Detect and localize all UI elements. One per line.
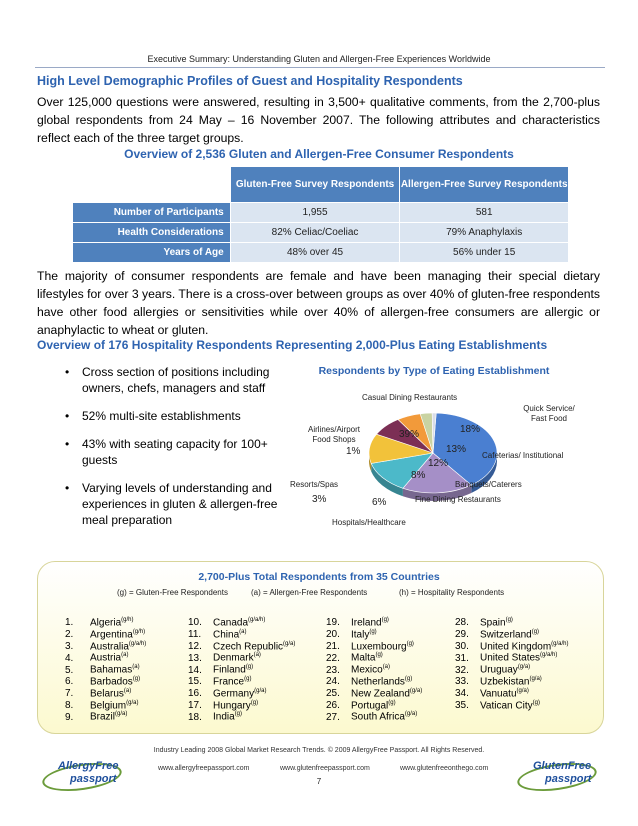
- country-name: Vanuatu: [480, 688, 517, 700]
- hospitality-bullet-list: [65, 364, 295, 540]
- header-divider: [35, 67, 605, 68]
- countries-title: 2,700-Plus Total Respondents from 35 Countries: [198, 571, 440, 583]
- list-item: [65, 436, 295, 468]
- country-respondent-tag: (g): [369, 628, 377, 635]
- country-number: 6.: [65, 676, 74, 688]
- country-item: [65, 650, 146, 662]
- country-name: United Kingdom: [480, 640, 552, 652]
- country-number: 3.: [65, 640, 74, 652]
- country-item: [326, 709, 422, 721]
- country-column-3: [326, 615, 422, 721]
- country-name: Mexico: [351, 664, 383, 676]
- country-respondent-tag: (g/a): [409, 687, 423, 694]
- country-respondent-tag: (g): [244, 675, 252, 682]
- country-respondent-tag: (g/a/h): [551, 640, 569, 647]
- country-number: 13.: [188, 652, 202, 664]
- country-number: 19.: [326, 617, 340, 629]
- col-header-allergen-free: Allergen-Free Survey Respondents: [400, 167, 569, 203]
- intro-paragraph: Over 125,000 questions were answered, resulting in 3,500+ qualitative comments, from the 2,700-plus global respondents from 24 May – 16 November 2007. The following attributes and characteristics reflect each of the three target groups.: [37, 95, 600, 145]
- country-respondent-tag: (g): [532, 699, 540, 706]
- hospitality-heading: Overview of 176 Hospitality Respondents Representing 2,000-Plus Eating Establishments: [37, 338, 548, 352]
- country-item: [326, 615, 422, 627]
- country-item: [455, 639, 569, 651]
- country-respondent-tag: (g/a/h): [128, 640, 147, 647]
- slice-label-airlines: Airlines/Airport Food Shops: [307, 425, 360, 444]
- country-respondent-tag: (g): [250, 699, 259, 706]
- section-heading-demographics: High Level Demographic Profiles of Guest and Hospitality Respondents: [37, 74, 463, 88]
- slice-label-cafeterias: Cafeterias/ Institutional: [482, 451, 564, 460]
- country-name: Uzbekistan: [480, 676, 530, 688]
- country-respondent-tag: (g): [404, 675, 413, 682]
- country-respondent-tag: (g): [505, 617, 513, 623]
- footer-link-glutenfree[interactable]: www.glutenfreepassport.com: [280, 765, 370, 772]
- country-number: 29.: [455, 629, 469, 641]
- country-name: South Africa: [351, 711, 405, 723]
- slice-label-fine-dining: Fine Dining Restaurants: [415, 495, 501, 504]
- country-number: 26.: [326, 699, 340, 711]
- country-item: [455, 686, 569, 698]
- country-respondent-tag: (g/a): [126, 699, 139, 706]
- country-name: France: [213, 676, 245, 688]
- running-header: Executive Summary: Understanding Gluten and Allergen-Free Experiences Worldwide: [147, 54, 491, 64]
- country-respondent-tag: (g/a): [404, 711, 418, 718]
- footer-copyright: Industry Leading 2008 Global Market Research Trends. © 2009 AllergyFree Passport. All Rights Reserved.: [153, 747, 485, 754]
- country-name: Ireland: [351, 617, 382, 629]
- country-number: 16.: [188, 688, 202, 700]
- country-respondent-tag: (g): [375, 652, 383, 659]
- country-respondent-tag: (g/h): [121, 617, 134, 623]
- country-number: 2.: [65, 629, 74, 641]
- country-name: Switzerland: [480, 629, 532, 641]
- country-item: [65, 615, 146, 627]
- table-cell: 581: [400, 203, 569, 223]
- country-name: Austria: [90, 652, 122, 664]
- slice-value-banquets: 12%: [428, 458, 449, 469]
- country-name: New Zealand: [351, 688, 410, 700]
- country-column-2: [188, 615, 295, 721]
- country-item: [326, 650, 422, 662]
- slice-value-quick-service: 18%: [460, 424, 481, 435]
- country-item: [65, 674, 146, 686]
- country-item: [65, 627, 146, 639]
- country-respondent-tag: (g): [381, 617, 389, 623]
- footer-link-glutenfreeonthego[interactable]: www.glutenfreeonthego.com: [400, 765, 489, 772]
- bullet-icon: •: [65, 365, 70, 379]
- country-item: [188, 650, 295, 662]
- country-number: 28.: [455, 617, 469, 629]
- bullet-icon: •: [65, 409, 70, 423]
- country-item: [326, 686, 422, 698]
- country-column-4: [455, 615, 569, 709]
- country-name: India: [213, 711, 235, 723]
- country-respondent-tag: (g): [531, 628, 540, 635]
- country-item: [188, 686, 295, 698]
- country-column-1: [65, 615, 146, 721]
- country-name: Argentina: [90, 629, 133, 641]
- country-respondent-tag: (g): [406, 640, 414, 647]
- country-name: Barbados: [90, 676, 133, 688]
- country-item: [65, 709, 146, 721]
- slice-label-banquets: Banquets/Caterers: [455, 480, 522, 489]
- country-item: [326, 698, 422, 710]
- country-item: [455, 698, 569, 710]
- country-item: [65, 686, 146, 698]
- country-item: [326, 639, 422, 651]
- list-item: [65, 480, 295, 528]
- slice-value-casual-dining: 39%: [399, 429, 420, 440]
- country-name: Germany: [213, 688, 255, 700]
- country-name: Portugal: [351, 699, 389, 711]
- country-name: Finland: [213, 664, 246, 676]
- country-item: [188, 709, 295, 721]
- country-respondent-tag: (g/a): [254, 687, 267, 694]
- row-header: Years of Age: [73, 243, 231, 263]
- slice-label-hospitals: Hospitals/Healthcare: [332, 518, 406, 527]
- bullet-text: Varying levels of understanding and experiences in gluten & allergen-free meal preparation: [82, 481, 278, 527]
- country-item: [455, 662, 569, 674]
- country-number: 20.: [326, 629, 340, 641]
- table-row: [73, 243, 569, 263]
- country-number: 10.: [188, 617, 202, 629]
- country-name: Vatican City: [480, 699, 533, 711]
- country-respondent-tag: (g/a): [529, 675, 542, 682]
- country-number: 15.: [188, 676, 202, 688]
- country-item: [65, 662, 146, 674]
- country-respondent-tag: (g/a/h): [540, 652, 558, 659]
- country-number: 7.: [65, 688, 74, 700]
- country-respondent-tag: (g): [388, 699, 396, 706]
- country-name: Brazil: [90, 711, 116, 723]
- table-cell: 48% over 45: [230, 243, 400, 263]
- list-item: [65, 408, 295, 424]
- bullet-text: 43% with seating capacity for 100+ guests: [82, 437, 268, 467]
- bullet-text: 52% multi-site establishments: [82, 409, 241, 423]
- country-name: Spain: [480, 617, 506, 629]
- row-header: Number of Participants: [73, 203, 231, 223]
- country-number: 30.: [455, 640, 469, 652]
- country-number: 8.: [65, 699, 74, 711]
- country-respondent-tag: (g/a/h): [248, 617, 266, 623]
- country-number: 5.: [65, 664, 74, 676]
- country-item: [188, 615, 295, 627]
- country-item: [455, 615, 569, 627]
- country-name: Uruguay: [480, 664, 518, 676]
- country-respondent-tag: (g/a): [283, 640, 296, 647]
- country-respondent-tag: (a): [121, 652, 129, 659]
- country-number: 21.: [326, 640, 340, 652]
- country-number: 31.: [455, 652, 469, 664]
- country-respondent-tag: (g/a): [516, 687, 529, 694]
- logo-text: passport: [545, 773, 592, 785]
- country-number: 34.: [455, 688, 469, 700]
- country-number: 23.: [326, 664, 340, 676]
- country-number: 22.: [326, 652, 340, 664]
- consumer-summary-paragraph: The majority of consumer respondents are female and have been managing their special dietary lifestyles for over 3 years. There is a cross-over between groups as over 40% of gluten-free respondents have other food allergies or sensitivities while over 40% of allergen-free consumers are allergic or anaphylactic to wheat or gluten.: [37, 269, 600, 337]
- logo-text: passport: [70, 773, 117, 785]
- table-row: [73, 203, 569, 223]
- country-name: Belgium: [90, 699, 127, 711]
- country-number: 4.: [65, 652, 74, 664]
- country-number: 11.: [188, 629, 202, 641]
- country-name: Netherlands: [351, 676, 405, 688]
- bullet-icon: •: [65, 437, 70, 451]
- country-item: [65, 698, 146, 710]
- country-respondent-tag: (a): [239, 628, 247, 635]
- country-item: [455, 674, 569, 686]
- country-number: 12.: [188, 640, 202, 652]
- country-item: [326, 627, 422, 639]
- slice-value-resorts: 3%: [312, 494, 327, 505]
- country-item: [65, 639, 146, 651]
- legend-allergen-free: (a) = Allergen-Free Respondents: [251, 588, 368, 597]
- country-number: 14.: [188, 664, 202, 676]
- country-item: [455, 627, 569, 639]
- country-name: Algeria: [90, 617, 122, 629]
- table-row: [73, 223, 569, 243]
- table-corner: [73, 167, 231, 203]
- country-name: United States: [480, 652, 541, 664]
- country-number: 33.: [455, 676, 469, 688]
- country-name: Italy: [351, 629, 370, 641]
- country-name: Belarus: [90, 688, 124, 700]
- row-header: Health Considerations: [73, 223, 231, 243]
- country-number: 9.: [65, 711, 74, 723]
- country-number: 18.: [188, 711, 202, 723]
- slice-value-cafeterias: 13%: [446, 444, 467, 455]
- country-name: Bahamas: [90, 664, 133, 676]
- glutenfree-passport-logo: [515, 752, 601, 792]
- country-name: Luxembourg: [351, 640, 407, 652]
- country-item: [455, 650, 569, 662]
- country-number: 25.: [326, 688, 340, 700]
- country-name: Canada: [213, 617, 249, 629]
- pie-chart-title: Respondents by Type of Eating Establishment: [318, 365, 550, 377]
- country-respondent-tag: (g/a): [517, 664, 531, 671]
- country-number: 27.: [326, 711, 340, 723]
- country-item: [188, 627, 295, 639]
- country-item: [188, 674, 295, 686]
- country-respondent-tag: (a): [253, 652, 261, 659]
- country-item: [188, 662, 295, 674]
- country-respondent-tag: (a): [132, 664, 140, 671]
- country-number: 35.: [455, 699, 469, 711]
- slice-label-resorts: Resorts/Spas: [290, 480, 339, 489]
- slice-value-hospitals: 6%: [372, 497, 387, 508]
- slice-value-fine-dining: 8%: [411, 470, 426, 481]
- legend-hospitality: (h) = Hospitality Respondents: [399, 588, 505, 597]
- slice-value-airlines: 1%: [346, 446, 361, 457]
- legend-gluten-free: (g) = Gluten-Free Respondents: [117, 588, 228, 597]
- slice-label-quick-service: Quick Service/ Fast Food: [523, 404, 575, 423]
- consumer-table-title: Overview of 2,536 Gluten and Allergen-Free Consumer Respondents: [124, 147, 514, 161]
- country-respondent-tag: (g/h): [132, 628, 146, 635]
- country-name: Malta: [351, 652, 376, 664]
- country-name: Australia: [90, 640, 129, 652]
- country-number: 32.: [455, 664, 469, 676]
- country-name: Denmark: [213, 652, 254, 664]
- logo-text: AllergyFree: [58, 760, 119, 772]
- country-item: [326, 674, 422, 686]
- country-item: [188, 639, 295, 651]
- col-header-gluten-free: Gluten-Free Survey Respondents: [230, 167, 400, 203]
- consumer-respondents-table: [72, 166, 569, 263]
- table-cell: 1,955: [230, 203, 400, 223]
- country-respondent-tag: (g): [234, 711, 243, 718]
- country-name: Czech Republic: [213, 640, 284, 652]
- logo-text: GlutenFree: [533, 760, 592, 772]
- country-respondent-tag: (a): [123, 687, 132, 694]
- slice-label-casual-dining: Casual Dining Restaurants: [362, 393, 458, 402]
- table-cell: 82% Celiac/Coeliac: [230, 223, 400, 243]
- country-item: [326, 662, 422, 674]
- country-respondent-tag: (g): [132, 675, 141, 682]
- country-item: [188, 698, 295, 710]
- country-respondent-tag: (g): [245, 664, 254, 671]
- page-number: 7: [316, 777, 322, 786]
- country-respondent-tag: (a): [382, 664, 391, 671]
- country-respondent-tag: (g/a): [115, 711, 128, 718]
- list-item: [65, 364, 295, 396]
- table-cell: 79% Anaphylaxis: [400, 223, 569, 243]
- bullet-text: Cross section of positions including owners, chefs, managers and staff: [82, 365, 270, 395]
- country-number: 17.: [188, 699, 202, 711]
- allergyfree-passport-logo: [40, 752, 126, 792]
- country-number: 1.: [65, 617, 74, 629]
- bullet-icon: •: [65, 481, 70, 495]
- country-name: Hungary: [213, 699, 251, 711]
- table-cell: 56% under 15: [400, 243, 569, 263]
- country-name: China: [213, 629, 240, 641]
- country-number: 24.: [326, 676, 340, 688]
- footer-link-allergyfree[interactable]: www.allergyfreepassport.com: [158, 765, 250, 772]
